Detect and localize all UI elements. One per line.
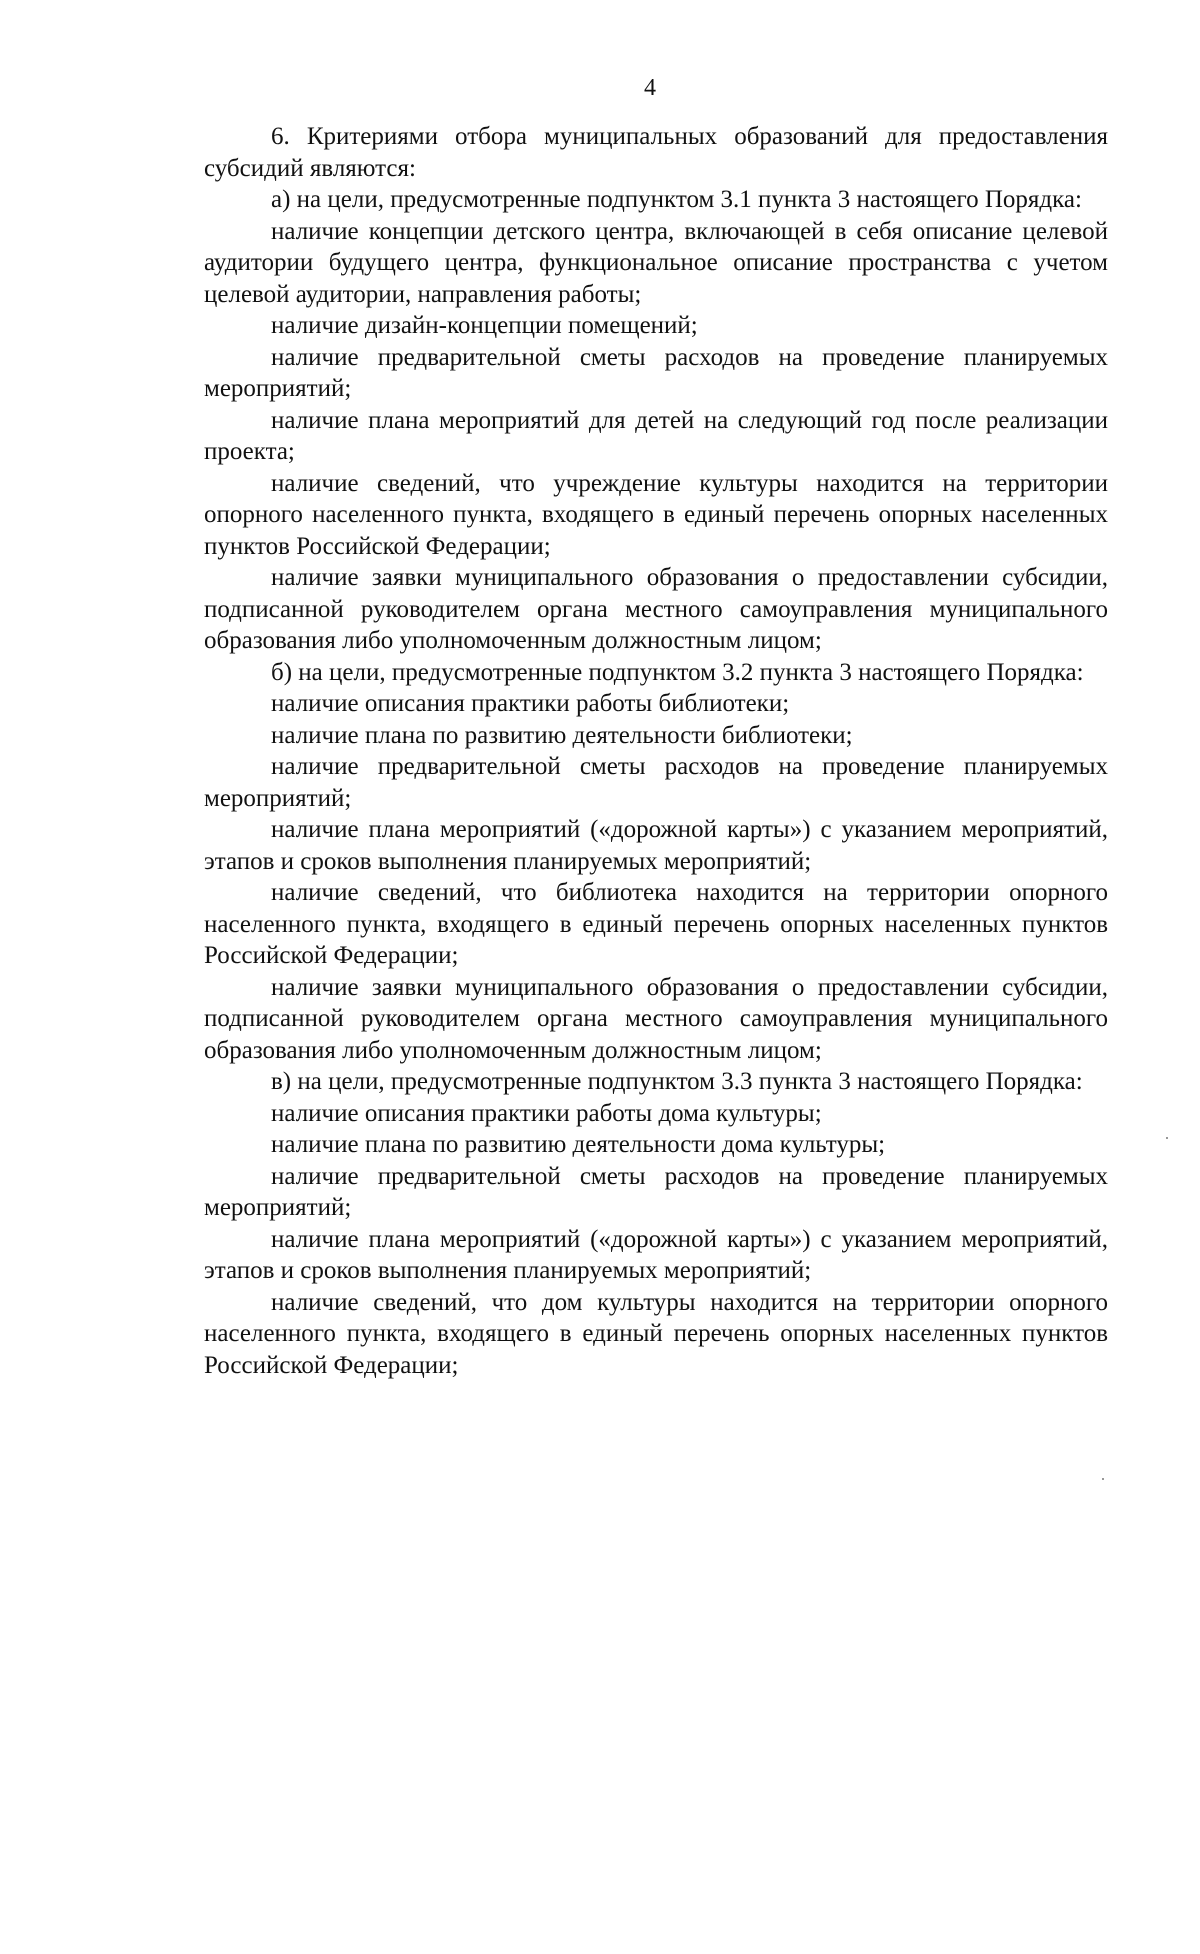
page-number: 4 [644,75,656,101]
paragraph-b-location: наличие сведений, что библиотека находится на территории опорного населенного пункта, входящего в единый перечень опорных населенных пунктов Российской Федерации; [204,879,1108,969]
paragraph-item-v: в) на цели, предусмотренные подпунктом 3.3 пункта 3 настоящего Порядка: [271,1068,1083,1095]
paragraph-item-a: а) на цели, предусмотренные подпунктом 3.1 пункта 3 настоящего Порядка: [271,186,1082,213]
paragraph-v-practice: наличие описания практики работы дома культуры; [271,1099,822,1127]
paragraph-criteria-intro: 6. Критериями отбора муниципальных образований для предоставления субсидий являются: [204,123,1108,182]
scan-speck [1166,1137,1168,1139]
paragraph-b-development: наличие плана по развитию деятельности библиотеки; [271,721,853,749]
paragraph-v-location: наличие сведений, что дом культуры находится на территории опорного населенного пункта, входящего в единый перечень опорных населенных пунктов Российской Федерации; [204,1288,1108,1379]
paragraph-a-plan: наличие плана мероприятий для детей на следующий год после реализации проекта; [204,406,1108,465]
scan-speck [1102,1478,1104,1480]
paragraph-v-roadmap: наличие плана мероприятий («дорожной карты») с указанием мероприятий, этапов и сроков выполнения планируемых мероприятий; [204,1225,1108,1284]
paragraph-item-b: б) на цели, предусмотренные подпунктом 3.2 пункта 3 настоящего Порядка: [271,658,1084,686]
paragraph-v-development: наличие плана по развитию деятельности дома культуры; [271,1131,886,1158]
paragraph-a-concept: наличие концепции детского центра, включающей в себя описание целевой аудитории будущего центра, функциональное описание пространства с учетом целевой аудитории, направления работы; [204,217,1108,308]
paragraph-a-design: наличие дизайн-концепции помещений; [271,312,698,339]
document-body [204,121,1108,1381]
paragraph-b-roadmap: наличие плана мероприятий («дорожной карты») с указанием мероприятий, этапов и сроков выполнения планируемых мероприятий; [204,816,1108,875]
paragraph-b-application: наличие заявки муниципального образования о предоставлении субсидии, подписанной руководителем органа местного самоуправления муниципального образования либо уполномоченным должностным лицом; [204,973,1108,1064]
paragraph-b-practice: наличие описания практики работы библиотеки; [271,690,790,717]
paragraph-b-estimate: наличие предварительной сметы расходов на проведение планируемых мероприятий; [204,753,1108,812]
paragraph-a-estimate: наличие предварительной сметы расходов на проведение планируемых мероприятий; [204,343,1108,402]
paragraph-a-application: наличие заявки муниципального образования о предоставлении субсидии, подписанной руководителем органа местного самоуправления муниципального образования либо уполномоченным должностным лицом; [204,564,1108,654]
paragraph-v-estimate: наличие предварительной сметы расходов на проведение планируемых мероприятий; [204,1162,1108,1221]
paragraph-a-location: наличие сведений, что учреждение культуры находится на территории опорного населенного пункта, входящего в единый перечень опорных населенных пунктов Российской Федерации; [204,469,1108,560]
